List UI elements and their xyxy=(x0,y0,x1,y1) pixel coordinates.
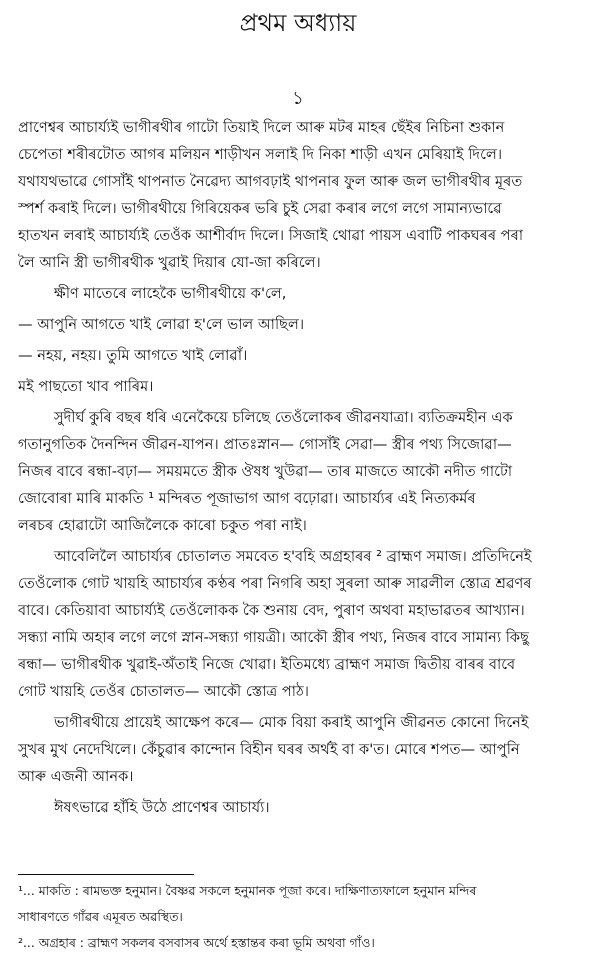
footnote-line: ²... অগ্ৰহাৰ : ব্ৰাহ্মণ সকলৰ বসবাসৰ অৰ্থে হস্তান্তৰ কৰা ভূমি অথবা গাঁও। xyxy=(18,935,375,950)
body-line: ক্ষীণ মাতেৰে লাহেকৈ ভাগীৰথীয়ে ক'লে, xyxy=(54,285,287,302)
body-line: সুখৰ মুখ নেদেখিলে। কেঁচুৱাৰ কান্দোন বিহীন ঘৰৰ অৰ্থই বা ক'ত। মোৰে শপত— আপুনি xyxy=(18,741,520,758)
chapter-title: প্ৰথম অধ্যায় xyxy=(239,9,357,37)
body-line: ভাগীৰথীয়ে প্ৰায়েই আক্ষেপ কৰে— মোক বিয়া কৰাই আপুনি জীৱনত কোনো দিনেই xyxy=(54,714,529,731)
body-line: স্পৰ্শ কৰাই দিলে। ভাগীৰথীয়ে গিৰিয়েকৰ ভৰি চুই সেৱা কৰাৰ লগে লগে সামান্যভাৱে xyxy=(18,200,502,217)
body-line: জোবোৰা মাৰি মাকতি ¹ মন্দিৰত পূজাভাগ আগ বঢ়োৱা। আচাৰ্য্যৰ এই নিত্যকৰ্মৰ xyxy=(18,490,476,507)
body-line: আৰু এজনী আনক। xyxy=(18,768,134,785)
body-line: গতানুগতিক দৈনন্দিন জীৱন-যাপন। প্ৰাতঃস্নান— গোসাঁই সেৱা— স্ত্ৰীৰ পথ্য সিজোৱা— xyxy=(18,436,512,453)
body-line: হাতখন লৰাই আচাৰ্য্যই তেওঁক আশীৰ্বাদ দিলে। সিজাই থোৱা পায়স এবাটি পাকঘৰৰ পৰা xyxy=(18,227,524,244)
body-line: তেওঁলোক গোট খায়হি আচাৰ্য্যৰ কণ্ঠৰ পৰা নিগৰি অহা সুৰলা আৰু সাৱলীল স্তোত্ৰ শ্ৰৱণৰ xyxy=(18,575,532,592)
body-line: সুদীৰ্ঘ কুৰি বছৰ ধৰি এনেকৈয়ে চলিছে তেওঁলোকৰ জীৱনযাত্ৰা। ব্যতিক্ৰমহীন এক xyxy=(54,409,513,426)
body-line: নিজৰ বাবে ৰন্ধা-বঢ়া— সময়মতে স্ত্ৰীক ঔষধ খুউৱা— তাৰ মাজতে আকৌ নদীত গাটো xyxy=(18,463,513,480)
body-line: — নহয়, নহয়। তুমি আগতে খাই লোৱাঁ। xyxy=(18,347,248,364)
footnotes xyxy=(18,878,580,956)
body-line: যথাযথভাৱে গোসাঁই থাপনাত নৈৱেদ্য আগবঢ়াই থাপনাৰ ফুল আৰু জল ভাগীৰথীৰ মূৰত xyxy=(18,173,523,190)
body-line: ৰন্ধা— ভাগীৰথীক খুৱাই-অঁতাই নিজে খোৱা। ইতিমধ্যে ব্ৰাহ্মণ সমাজ দ্বিতীয় বাৰৰ বাবে xyxy=(18,656,516,673)
body-line: সন্ধ্যা নামি অহাৰ লগে লগে স্নান-সন্ধ্যা গায়ত্ৰী। আকৌ স্ত্ৰীৰ পথ্য, নিজৰ বাবে সামান্য কিছু xyxy=(18,629,529,646)
section-number: ১ xyxy=(292,88,304,109)
body-line: লৰচৰ হোৱাটো আজিলৈকে কাৰো চকুত পৰা নাই। xyxy=(18,517,307,534)
body-text xyxy=(18,114,578,821)
body-line: মই পাছতো খাব পাৰিম। xyxy=(18,378,154,395)
body-line: লৈ আনি স্ত্ৰী ভাগীৰথীক খুৱাই দিয়াৰ যো-জা কৰিলে। xyxy=(18,254,321,271)
body-line: — আপুনি আগতে খাই লোৱা হ'লে ভাল আছিল। xyxy=(18,316,305,333)
body-line: বাবে। কেতিয়াবা আচাৰ্য্যই তেওঁলোকক কৈ শুনায় বেদ, পুৰাণ অথবা মহাভাৱতৰ আখ্যান। xyxy=(18,602,525,619)
footnote-line: ¹... মাকতি : ৰামভক্ত হনুমান। বৈষ্ণৱ সকলে হনুমানক পূজা কৰে। দাক্ষিণাত্যফালে হনুমান মন্দিৰ xyxy=(18,883,477,898)
footnote-line: সাধাৰণতে গাঁৱৰ এমূৰত অৱস্থিত। xyxy=(18,909,183,924)
body-line: প্ৰাণেশ্বৰ আচাৰ্য্যই ভাগীৰথীৰ গাটো তিয়াই দিলে আৰু মটৰ মাহৰ ছেঁইৰ নিচিনা শুকান xyxy=(18,119,505,136)
body-line: গোট খায়হি তেওঁৰ চোতালত— আকৌ স্তোত্ৰ পাঠ। xyxy=(18,683,310,700)
body-line: চেপেতা শৰীৰটোত আগৰ মলিয়ন শাড়ীখন সলাই দি নিকা শাড়ী এখন মেৰিয়াই দিলে। xyxy=(18,146,503,163)
body-line: ঈষৎভাৱে হাঁহি উঠে প্ৰাণেশ্বৰ আচাৰ্য্য। xyxy=(54,799,270,816)
footnote-divider xyxy=(18,874,194,875)
body-line: আবেলিলৈ আচাৰ্য্যৰ চোতালত সমবেত হ'বহি অগ্ৰহাৰৰ ² ব্ৰাহ্মণ সমাজ। প্ৰতিদিনেই xyxy=(54,548,532,565)
